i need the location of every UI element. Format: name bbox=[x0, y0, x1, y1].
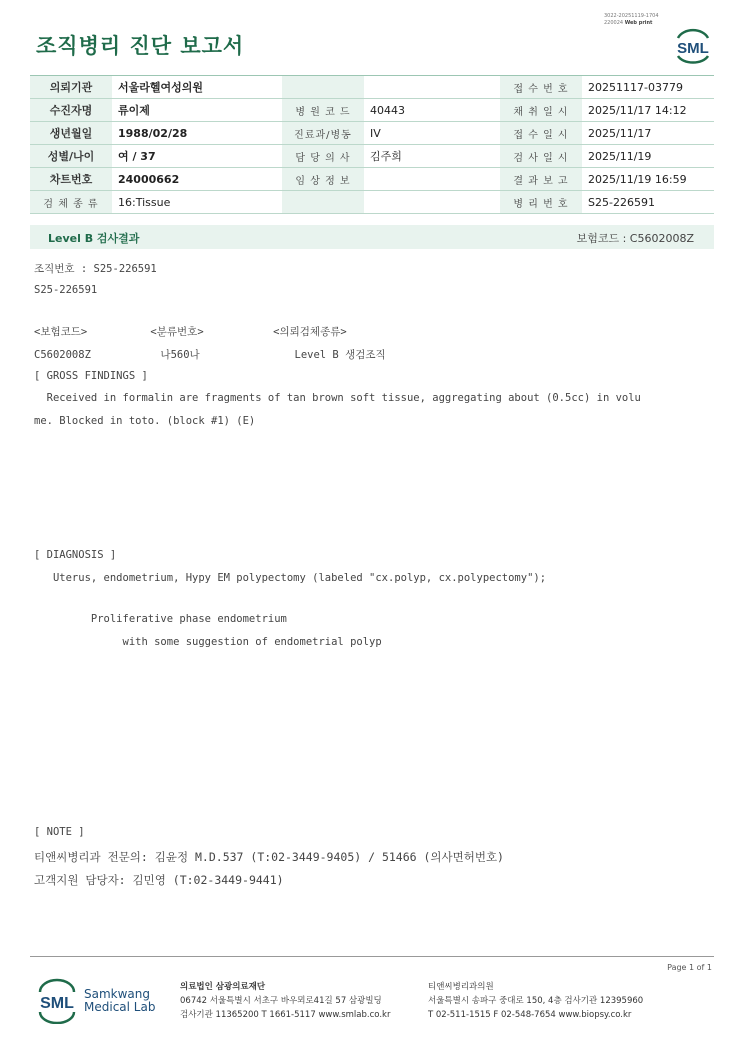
diagnosis-line3: with some suggestion of endometrial polyp bbox=[34, 636, 382, 648]
sml-logo-icon bbox=[672, 26, 714, 64]
info-label: 수진자명 bbox=[30, 99, 112, 122]
info-value bbox=[364, 76, 500, 99]
info-value: 2025/11/17 bbox=[582, 122, 714, 145]
info-value: 1988/02/28 bbox=[112, 122, 282, 145]
print-code-line1: 3022-20251119-1704 bbox=[604, 13, 659, 19]
info-label: 접 수 번 호 bbox=[500, 76, 582, 99]
info-value: 2025/11/19 16:59 bbox=[582, 168, 714, 191]
info-label: 의뢰기관 bbox=[30, 76, 112, 99]
foundation-address: 06742 서울특별시 서초구 바우뫼로41길 57 삼광빌딩 bbox=[180, 996, 382, 1006]
gross-findings-title: [ GROSS FINDINGS ] bbox=[34, 370, 148, 382]
info-label: 검 체 종 류 bbox=[30, 191, 112, 214]
footer-divider bbox=[30, 956, 714, 957]
info-label bbox=[282, 76, 364, 99]
codes-header: <보험코드> <분류번호> <의뢰검체종류> bbox=[34, 326, 347, 338]
info-row bbox=[30, 99, 714, 122]
info-value: S25-226591 bbox=[582, 191, 714, 214]
info-row bbox=[30, 191, 714, 214]
diagnosis-title: [ DIAGNOSIS ] bbox=[34, 549, 117, 561]
info-row bbox=[30, 76, 714, 99]
insurance-code: 보험코드 : C5602008Z bbox=[576, 232, 694, 245]
sml-logo-text: SML bbox=[677, 40, 709, 57]
patient-info-table bbox=[30, 75, 714, 214]
clinic-contact: T 02-511-1515 F 02-548-7654 www.biopsy.co.kr bbox=[428, 1010, 632, 1020]
clinic-address: 서울특별시 송파구 중대로 150, 4층 검사기관 12395960 bbox=[428, 996, 644, 1006]
brand-line1: Samkwang bbox=[84, 987, 150, 1001]
foundation-title: 의료법인 삼광의료재단 bbox=[180, 982, 266, 992]
info-value bbox=[364, 191, 500, 214]
page-title: 조직병리 진단 보고서 bbox=[36, 34, 245, 58]
diagnosis-line2: Proliferative phase endometrium bbox=[34, 613, 287, 625]
info-value: 류이제 bbox=[112, 99, 282, 122]
info-value: 40443 bbox=[364, 99, 500, 122]
info-row bbox=[30, 168, 714, 191]
note-line1: 티앤씨병리과 전문의: 김윤정 M.D.537 (T:02-3449-9405) / 51466 (의사면허번호) bbox=[34, 850, 504, 864]
info-label: 성별/나이 bbox=[30, 145, 112, 168]
info-label: 접 수 일 시 bbox=[500, 122, 582, 145]
note-line2: 고객지원 담당자: 김민영 (T:02-3449-9441) bbox=[34, 873, 284, 887]
sml-footer-logo-text: SML bbox=[40, 995, 74, 1012]
info-row bbox=[30, 122, 714, 145]
print-code bbox=[604, 13, 684, 27]
info-label: 검 사 일 시 bbox=[500, 145, 582, 168]
info-label: 임 상 정 보 bbox=[282, 168, 364, 191]
info-value: IV bbox=[364, 122, 500, 145]
footer-clinic-info bbox=[428, 980, 643, 1022]
info-value: 16:Tissue bbox=[112, 191, 282, 214]
brand-line2: Medical Lab bbox=[84, 1000, 156, 1014]
gross-findings-line1: Received in formalin are fragments of tan brown soft tissue, aggregating about (0.5cc) in volu bbox=[34, 392, 641, 404]
info-value: 20251117-03779 bbox=[582, 76, 714, 99]
print-label: Web print bbox=[624, 20, 653, 26]
info-label: 차트번호 bbox=[30, 168, 112, 191]
diagnosis-line1: Uterus, endometrium, Hypy EM polypectomy (labeled "cx.polyp, cx.polypectomy"); bbox=[34, 572, 547, 584]
page-number: Page 1 of 1 bbox=[667, 963, 712, 972]
info-label: 진료과/병동 bbox=[282, 122, 364, 145]
info-label: 채 취 일 시 bbox=[500, 99, 582, 122]
info-value: 2025/11/17 14:12 bbox=[582, 99, 714, 122]
info-label: 담 당 의 사 bbox=[282, 145, 364, 168]
info-value: 서울라헬여성의원 bbox=[112, 76, 282, 99]
info-value: 여 / 37 bbox=[112, 145, 282, 168]
gross-findings-line2: me. Blocked in toto. (block #1) (E) bbox=[34, 415, 256, 427]
info-label: 병 원 코 드 bbox=[282, 99, 364, 122]
footer-brand bbox=[84, 988, 155, 1014]
result-level-label: Level B 검사결과 bbox=[48, 232, 140, 245]
result-header-bar bbox=[30, 225, 714, 249]
codes-values: C5602008Z 나560나 Level B 생검조직 bbox=[34, 349, 386, 361]
info-value bbox=[364, 168, 500, 191]
info-value: 2025/11/19 bbox=[582, 145, 714, 168]
info-label bbox=[282, 191, 364, 214]
print-code-line2: 220024 bbox=[604, 20, 624, 26]
info-label: 병 리 번 호 bbox=[500, 191, 582, 214]
info-label: 결 과 보 고 bbox=[500, 168, 582, 191]
info-label: 생년월일 bbox=[30, 122, 112, 145]
sml-footer-logo-icon bbox=[36, 978, 78, 1024]
info-row bbox=[30, 145, 714, 168]
info-value: 김주희 bbox=[364, 145, 500, 168]
tissue-number-line: 조직번호 : S25-226591 bbox=[34, 263, 157, 275]
note-title: [ NOTE ] bbox=[34, 826, 85, 838]
info-value: 24000662 bbox=[112, 168, 282, 191]
foundation-contact: 검사기관 11365200 T 1661-5117 www.smlab.co.kr bbox=[180, 1010, 391, 1020]
clinic-title: 티앤씨병리과의원 bbox=[428, 982, 494, 992]
footer-foundation-info bbox=[180, 980, 390, 1022]
tissue-number-line2: S25-226591 bbox=[34, 284, 98, 296]
